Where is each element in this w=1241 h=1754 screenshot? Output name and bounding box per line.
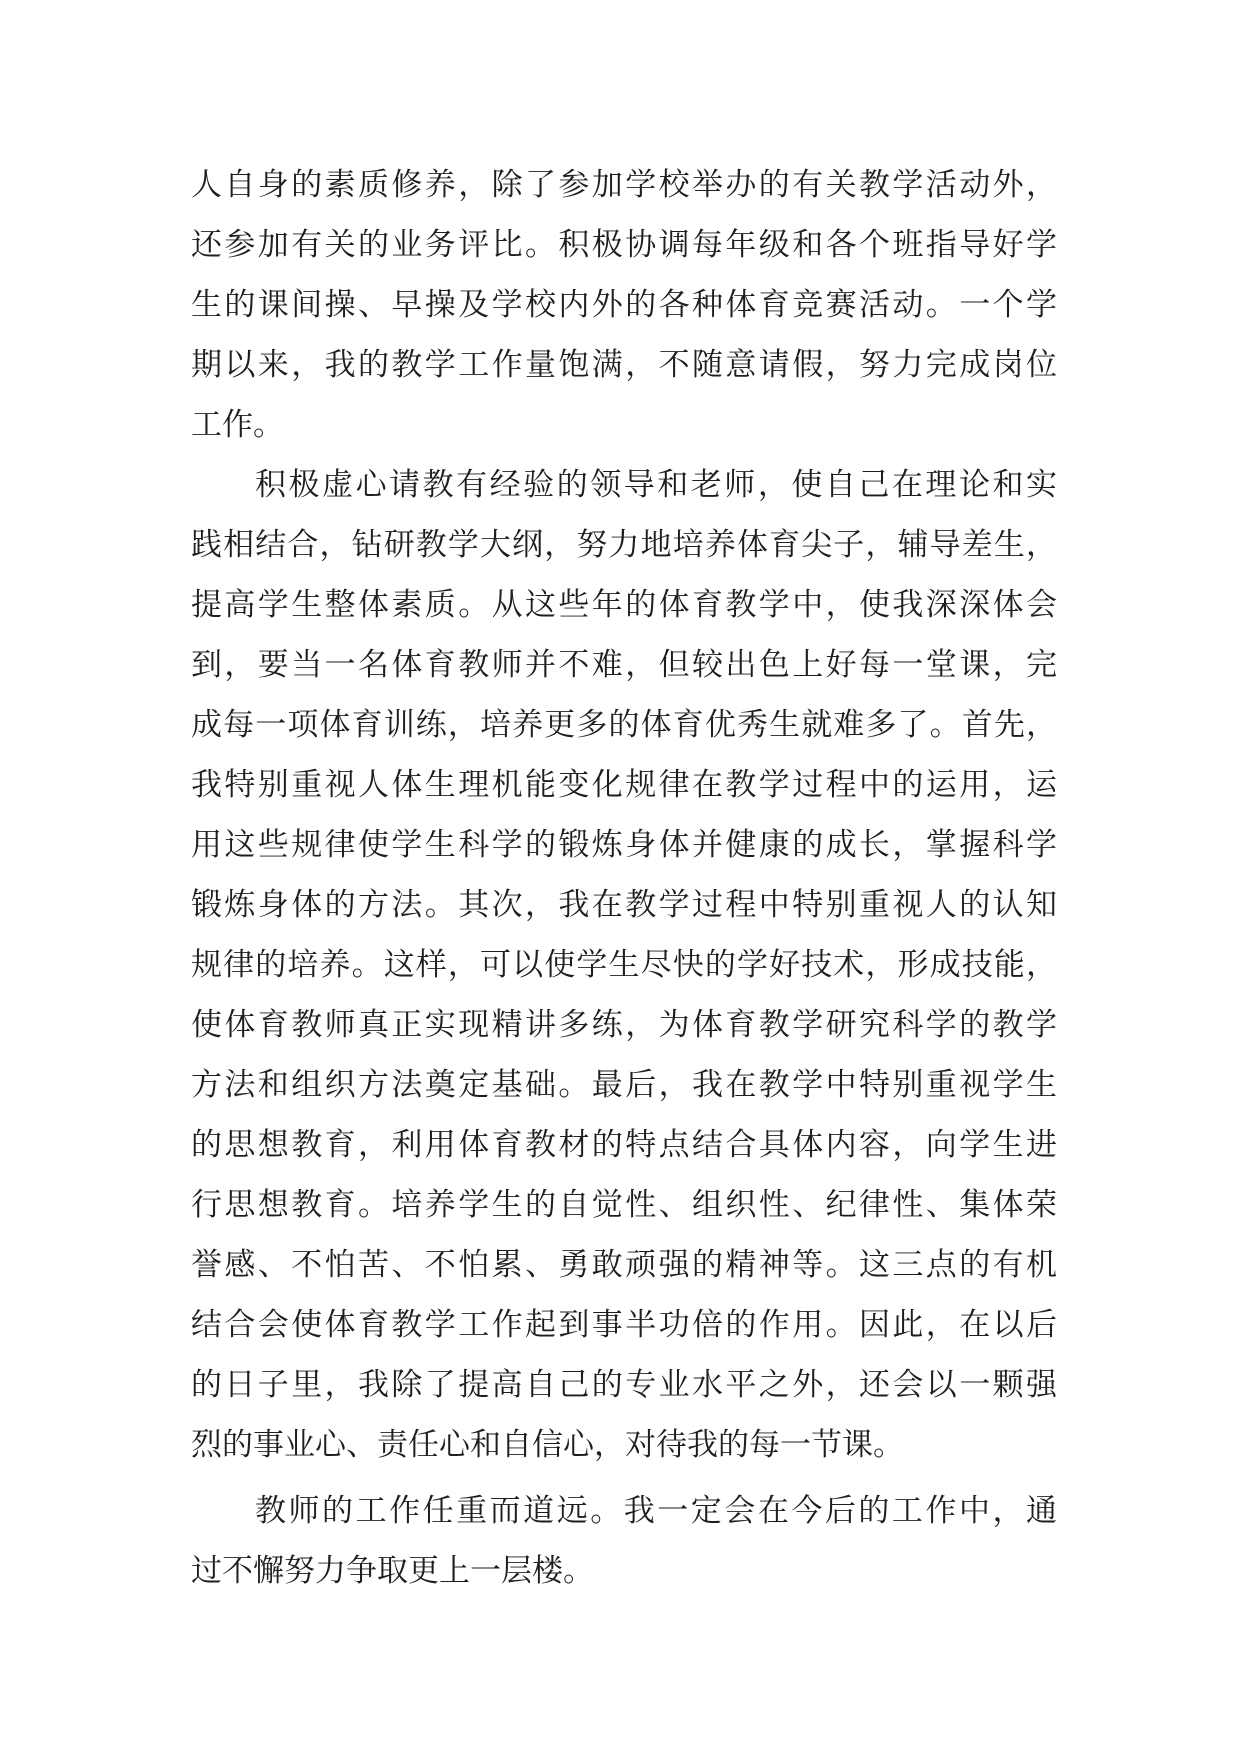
- text-line: 锻炼身体的方法。其次，我在教学过程中特别重视人的认知: [191, 887, 1057, 923]
- text-line: 方法和组织方法奠定基础。最后，我在教学中特别重视学生: [191, 1067, 1057, 1103]
- text-line: 还参加有关的业务评比。积极协调每年级和各个班指导好学: [191, 227, 1057, 263]
- text-line: 人自身的素质修养，除了参加学校举办的有关教学活动外，: [191, 167, 1057, 203]
- paragraph-first-line: 教师的工作任重而道远。我一定会在今后的工作中，通: [255, 1493, 1057, 1529]
- text-line: 规律的培养。这样，可以使学生尽快的学好技术，形成技能，: [191, 947, 1057, 983]
- text-line: 过不懈努力争取更上一层楼。: [191, 1553, 594, 1589]
- text-line: 誉感、不怕苦、不怕累、勇敢顽强的精神等。这三点的有机: [191, 1247, 1057, 1283]
- text-line: 期以来，我的教学工作量饱满，不随意请假，努力完成岗位: [191, 347, 1057, 383]
- text-line: 行思想教育。培养学生的自觉性、组织性、纪律性、集体荣: [191, 1187, 1057, 1223]
- text-line: 生的课间操、早操及学校内外的各种体育竞赛活动。一个学: [191, 287, 1057, 323]
- text-line: 烈的事业心、责任心和自信心，对待我的每一节课。: [191, 1427, 904, 1463]
- text-line: 的思想教育，利用体育教材的特点结合具体内容，向学生进: [191, 1127, 1057, 1163]
- text-line: 结合会使体育教学工作起到事半功倍的作用。因此，在以后: [191, 1307, 1057, 1343]
- text-line: 的日子里，我除了提高自己的专业水平之外，还会以一颗强: [191, 1367, 1057, 1403]
- text-line: 我特别重视人体生理机能变化规律在教学过程中的运用，运: [191, 767, 1057, 803]
- text-line: 使体育教师真正实现精讲多练，为体育教学研究科学的教学: [191, 1007, 1057, 1043]
- text-line: 到，要当一名体育教师并不难，但较出色上好每一堂课，完: [191, 647, 1057, 683]
- text-line: 提高学生整体素质。从这些年的体育教学中，使我深深体会: [191, 587, 1057, 623]
- text-line: 成每一项体育训练，培养更多的体育优秀生就难多了。首先，: [191, 707, 1057, 743]
- paragraph-first-line: 积极虚心请教有经验的领导和老师，使自己在理论和实: [255, 467, 1057, 503]
- text-line: 工作。: [191, 407, 284, 443]
- text-line: 践相结合，钻研教学大纲，努力地培养体育尖子，辅导差生，: [191, 527, 1057, 563]
- text-line: 用这些规律使学生科学的锻炼身体并健康的成长，掌握科学: [191, 827, 1057, 863]
- document-body: [191, 155, 1057, 1601]
